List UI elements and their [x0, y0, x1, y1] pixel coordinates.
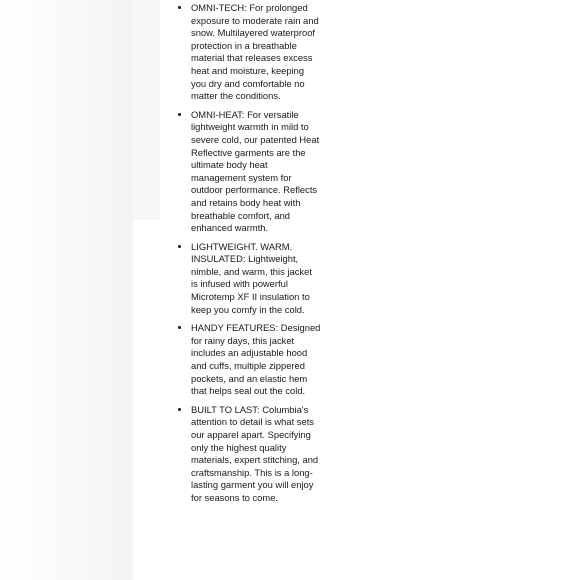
feature-item-omni-tech: • OMNI-TECH: For prolonged exposure to moderate rain and snow. Multilayered waterproof protection in a breathable material that releases excess heat and moisture, keeping you dry and comfortable no matter the conditions. — [191, 2, 321, 103]
image-panel-edge — [133, 0, 160, 220]
feature-bullet-list — [176, 2, 321, 511]
image-panel-background — [0, 0, 133, 580]
feature-item-lightweight: • LIGHTWEIGHT. WARM. INSULATED: Lightweight, nimble, and warm, this jacket is infused with powerful Microtemp XF II insulation to keep you comfy in the cold. — [191, 241, 321, 317]
feature-item-handy-features: • HANDY FEATURES: Designed for rainy days, this jacket includes an adjustable hood and cuffs, multiple zippered pockets, and an elastic hem that helps seal out the cold. — [191, 322, 321, 398]
feature-item-built-to-last: • BUILT TO LAST: Columbia's attention to detail is what sets our apparel apart. Specifying only the highest quality materials, expert stitching, and craftsmanship. This is a long-lasting garment you will enjoy for seasons to come. — [191, 404, 321, 505]
feature-item-omni-heat: • OMNI-HEAT: For versatile lightweight warmth in mild to severe cold, our patented Heat Reflective garments are the ultimate body heat management system for outdoor performance. Reflects and retains body heat with breathable comfort, and enhanced warmth. — [191, 109, 321, 235]
